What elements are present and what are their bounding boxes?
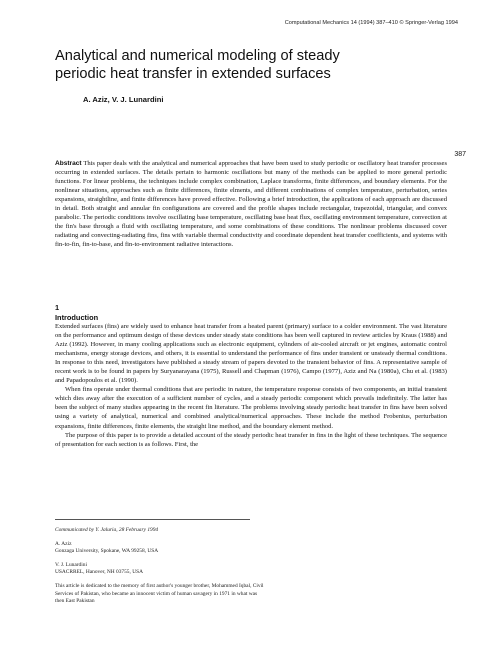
section-title: Introduction xyxy=(55,313,99,322)
abstract-label: Abstract xyxy=(55,160,82,167)
affiliation-address: USACRREL, Hanover, NH 03755, USA xyxy=(55,569,143,576)
affiliation xyxy=(55,562,265,577)
body-paragraph: Extended surfaces (fins) are widely used to enhance heat transfer from a heated parent (primary) surface to a colder environment. The vast literature on the performance and optimum design of these devices under steady state conditions has been well captured in review articles by Kraus (1988) and Aziz (1992). However, in many cooling applications such as electronic equipment, cylinders of air-cooled aircraft or jet engines, automatic control mechanisms, energy storage devices, and others, it is essential to understand the performance of fins under transient or unsteady thermal conditions. In response to this need, investigators have published a steady stream of papers devoted to the transient behavior of fins. A representative sample of recent work is to be found in papers by Suryanarayana (1975), Russell and Chapman (1976), Campo (1977), Aziz and Na (1980a), Chu et al. (1983) and Papadopoulos et al. (1990). xyxy=(55,323,447,385)
abstract xyxy=(55,159,447,249)
section-number: 1 xyxy=(55,303,60,312)
body-paragraph: When fins operate under thermal conditions that are periodic in nature, the temperature response consists of two components, an initial transient which dies away after the execution of a sufficient number of cycles, and a steady periodic component which prevails indefinitely. The latter has been the subject of many studies appearing in the recent fin literature. The problems involving steady periodic heat transfer in fins have been solved using a variety of analytical, numerical and combined analytical/numerical approaches. These include the method Frobenius, perturbation expansions, finite differences, finite elements, the straight line method, and the boundary element method. xyxy=(55,386,447,430)
page-number: 387 xyxy=(454,151,466,158)
affiliation xyxy=(55,541,265,556)
dedication: This article is dedicated to the memory of first author's younger brother, Mohammed Iqbal, Civil Services of Pakistan, who became an innocent victim of human savagery in 1971 in what was then East Pakistan xyxy=(55,582,264,605)
section-body xyxy=(55,322,447,449)
body-paragraph: The purpose of this paper is to provide a detailed account of the steady periodic heat transfer in fins in the light of these techniques. The sequence of presentation for each section is as follows. First, the xyxy=(55,431,447,448)
abstract-text: This paper deals with the analytical and numerical approaches that have been used to study periodic or oscillatory heat transfer processes occurring in extended surfaces. The details pertain to harmonic oscillations but many of the methods can be applied to more general periodic functions. For linear problems, the techniques include complex combination, Laplace transforms, finite differences, and boundary elements. For the nonlinear situations, approaches such as finite differences, finite elments, and different combinations of complex temperature, perturbation, series expansions, straightline, and finite differences have proved effective. Following a brief introduction, the applications of each approach are discussed in detail. Both straight and annular fin configurations are covered and the profile shapes include rectangular, trapezoidal, triangular, and convex parabolic. The periodic conditions involve oscillating base temperature, oscillating base heat flux, oscillating environment temperature, convection at the fin's base through a fluid with oscillating temperature, and some combinations of these conditions. The nonlinear problems discussed cover radiating and convecting-radiating fins, fins with variable thermal conductivity and coordinate dependent heat transfer coefficients, and systems with fin-to-fin, fin-to-base, and fin-to-environment radiative interactions. xyxy=(55,160,447,249)
affiliation-name: V. J. Lunardini xyxy=(55,561,87,568)
journal-citation: Computational Mechanics 14 (1994) 387–410 © Springer-Verlag 1994 xyxy=(284,20,458,26)
affiliation-address: Gonzaga University, Spokane, WA 99258, USA xyxy=(55,548,159,555)
author-list: A. Aziz, V. J. Lunardini xyxy=(83,95,164,104)
affiliation-name: A. Aziz xyxy=(55,540,72,547)
paper-title: Analytical and numerical modeling of steady periodic heat transfer in extended surfaces xyxy=(55,48,340,82)
communicated-by: Communicated by Y. Jaluria, 28 February 1994 xyxy=(55,527,159,533)
footnote-divider xyxy=(55,519,250,520)
footnotes xyxy=(55,527,265,606)
